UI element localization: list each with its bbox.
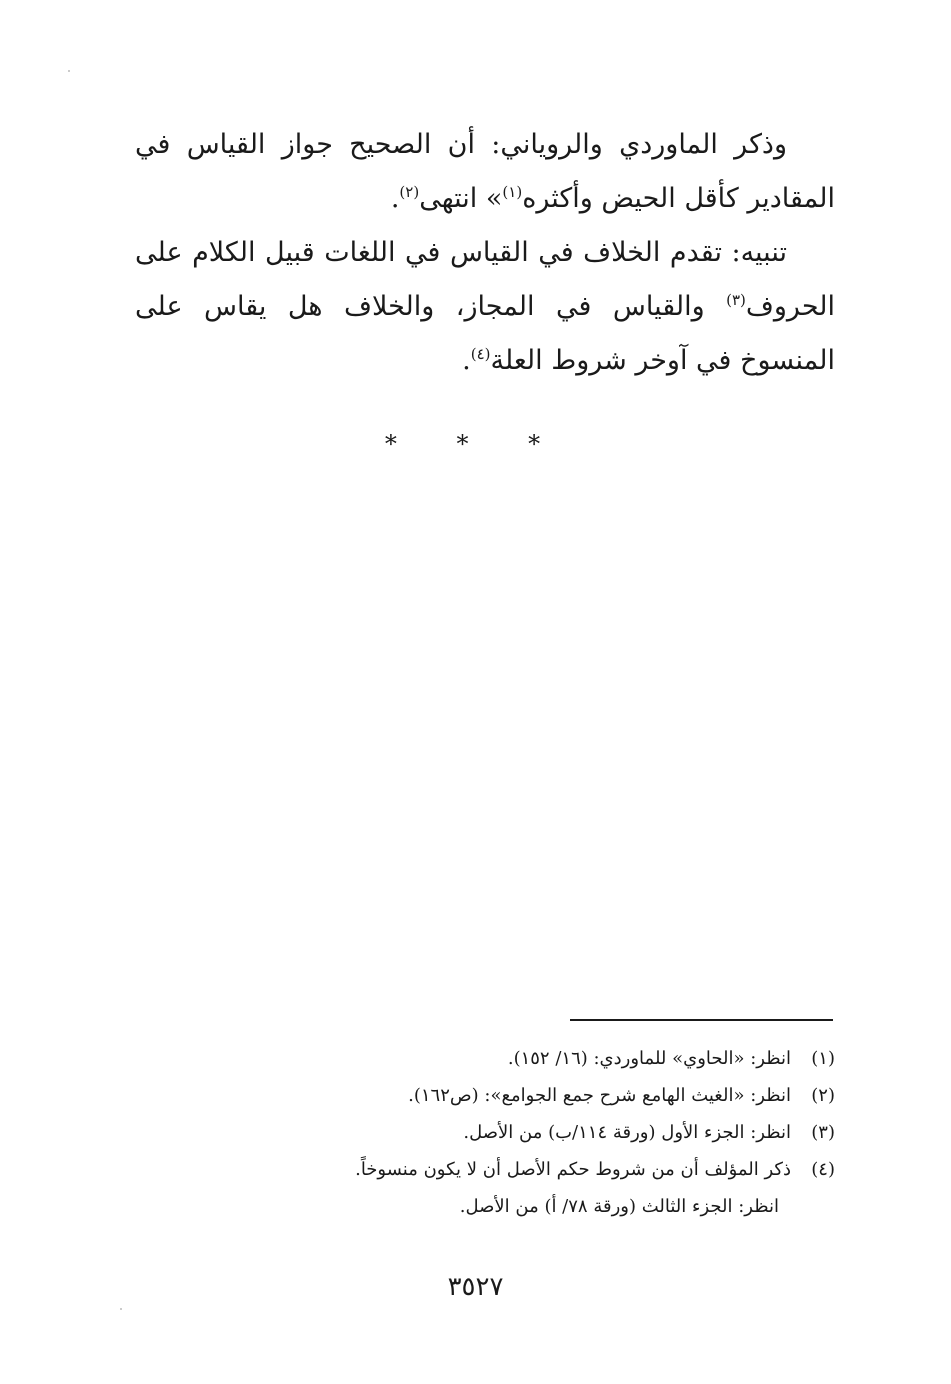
footnote-ref-4[interactable]: (٤) — [470, 345, 491, 363]
paragraph-1-text-b: » انتهى — [419, 183, 503, 214]
main-text — [135, 118, 835, 388]
footnote-text: انظر: «الغيث الهامع شرح جمع الجوامع»: (ص١٦٢). — [408, 1085, 791, 1106]
scan-speck — [120, 1308, 122, 1310]
footnote-ref-2[interactable]: (٢) — [399, 183, 420, 201]
footnote-number: (٣) — [811, 1122, 835, 1143]
scan-speck — [68, 70, 70, 72]
footnote-2 — [300, 1077, 835, 1114]
footnotes — [300, 1040, 835, 1225]
section-separator: * * * — [384, 430, 567, 458]
footnote-4-continuation: انظر: الجزء الثالث (ورقة ٧٨/ أ) من الأصل. — [459, 1196, 779, 1217]
paragraph-2-text-b: والقياس في المجاز، والخلاف هل يقاس على المنسوخ في آوخر شروط العلة — [135, 291, 835, 376]
footnote-4 — [300, 1151, 835, 1188]
footnote-1 — [300, 1040, 835, 1077]
footnote-divider — [570, 1019, 833, 1021]
paragraph-1-text-c: . — [390, 183, 400, 214]
paragraph-2 — [135, 226, 835, 388]
footnote-text: ذكر المؤلف أن من شروط حكم الأصل أن لا يكون منسوخاً. — [355, 1159, 791, 1180]
footnote-ref-1[interactable]: (١) — [502, 183, 523, 201]
paragraph-2-text-a: تنبيه: تقدم الخلاف في القياس في اللغات قبيل الكلام على الحروف — [135, 237, 835, 322]
page-number: ٣٥٢٧ — [447, 1272, 504, 1302]
paragraph-1-text-a: وذكر الماوردي والروياني: أن الصحيح جواز القياس في المقادير كأقل الحيض وأكثره — [135, 129, 835, 214]
footnote-text: انظر: «الحاوي» للماوردي: (١٦/ ١٥٢). — [507, 1048, 791, 1069]
paragraph-2-text-c: . — [462, 345, 471, 376]
footnote-number: (٢) — [811, 1085, 835, 1106]
footnote-3 — [300, 1114, 835, 1151]
paragraph-1 — [135, 118, 835, 226]
footnote-number: (٤) — [811, 1159, 835, 1180]
footnote-ref-3[interactable]: (٣) — [726, 291, 746, 309]
footnote-text: انظر: الجزء الأول (ورقة ١١٤/ب) من الأصل. — [463, 1122, 791, 1143]
footnote-number: (١) — [811, 1048, 835, 1069]
